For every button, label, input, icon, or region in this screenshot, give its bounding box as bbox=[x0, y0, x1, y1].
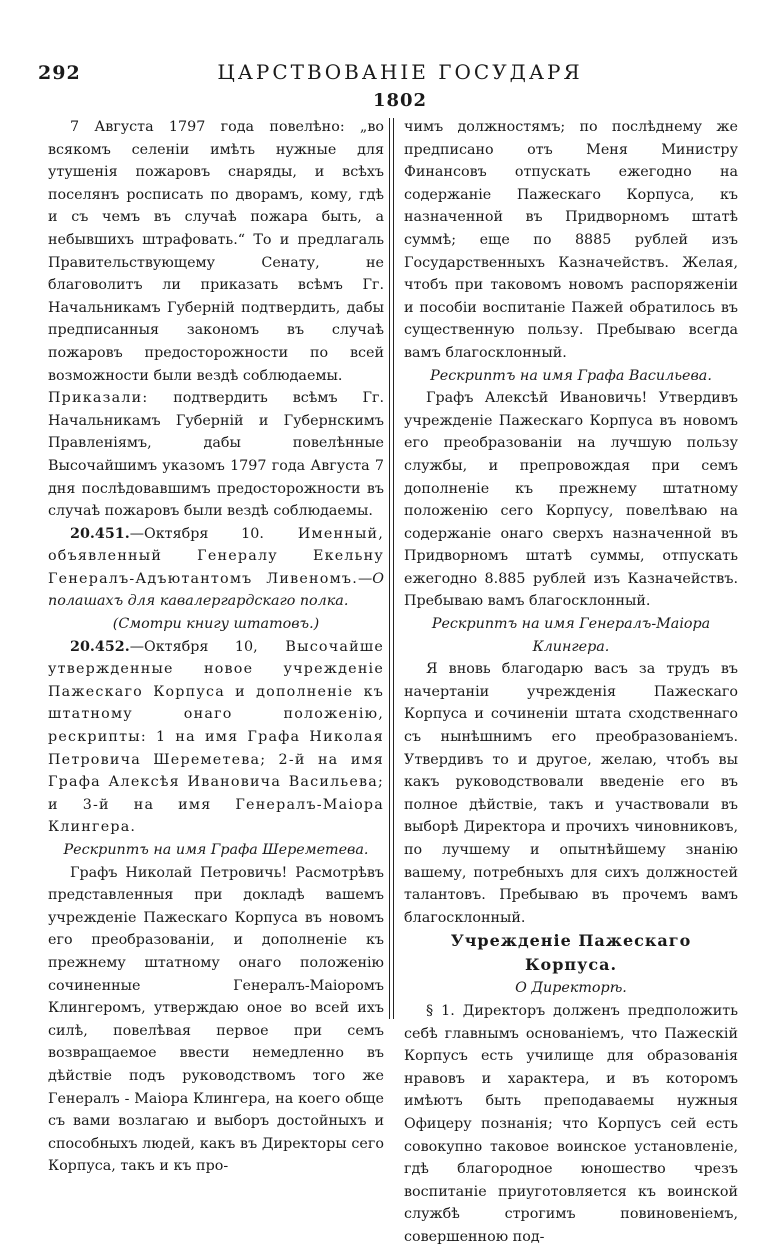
decision-label: Приказали: bbox=[48, 390, 149, 407]
entry-reference: (Смотри книгу штатовъ.) bbox=[112, 616, 320, 633]
left-column bbox=[48, 116, 384, 1178]
entry-text: Именный, объявленный Генералу Екельну Генералъ-Адъютантомъ Ливеномъ. bbox=[48, 525, 384, 587]
entry-number: 20.452. bbox=[70, 638, 130, 655]
paragraph: Я вновь благодарю васъ за трудъ въ начертаніи учрежденія Пажескаго Корпуса и сочиненіи штата сходственнаго съ нынѣшнимъ его преобразованіемъ. Утвердивъ то и другое, желаю, чтобъ вы какъ руководствовали введеніе его въ полное дѣйствіе, такъ и участвовали въ выборѣ Директора и прочихъ чиновниковъ, по лучшему и опытнѣйшему знанію вашему, потребныхъ для сихъ должностей талантовъ. Пребываю въ прочемъ вамъ благосклонный. bbox=[404, 661, 738, 926]
paragraph: 7 Августа 1797 года повелѣно: „во всякомъ селеніи имѣть нужные для утушенія пожаровъ снаряды, и всѣхъ поселянъ росписать по дворамъ, кому, гдѣ и съ чемъ въ случаѣ пожара быть, а небывшихъ штрафовать.“ То и предлагаль Правительствующему Сенату, не благоволитъ ли приказать всѣмъ Гг. Начальникамъ Губерній подтвердить, дабы предписанныя закономъ въ случаѣ пожаровъ предосторожности по всей возможности были вездѣ соблюдаемы. bbox=[48, 119, 384, 384]
entry-date: —Октября 10. bbox=[129, 525, 264, 542]
section-heading: Учрежденіе Пажескаго Корпуса. bbox=[450, 931, 692, 975]
paragraph-text: Директоръ долженъ предположить себѣ главнымъ основаніемъ, что Пажескій Корпусъ есть училище для образованія нравовъ и характера, и въ которомъ имѣютъ быть преподаваемы нужныя Офицеру познанія; что Корпусъ сей есть совокупно таковое воинское установленіе, гдѣ благородное юношество чрезъ воспитаніе приуготовляется къ воинской службѣ строгимъ повиновеніемъ, совершенною под- bbox=[404, 1002, 738, 1245]
entry-number: 20.451. bbox=[70, 525, 130, 542]
rescript-title: Рескриптъ на имя Графа Васильева. bbox=[430, 367, 712, 384]
paragraph bbox=[48, 387, 384, 523]
paragraph: Графъ Николай Петровичь! Расмотрѣвъ представленныя при докладѣ вашемъ учрежденіе Пажескаго Корпуса въ новомъ его преобразованіи, и дополненіе къ прежнему штатному онаго положенію сочиненные Генералъ-Маіоромъ Клингеромъ, утверждаю оное во всей ихъ силѣ, повелѣвая первое при семъ возвращаемое ввести немедленно въ дѣйствіе подъ руководствомъ того же Генералъ - Маіора Клингера, на коего обще съ вами возлагаю и выборъ достойныхъ и способныхъ людей, какъ въ Директоры сего Корпуса, такъ и къ про- bbox=[48, 864, 384, 1175]
entry-text: Высочайше утвержденные новое учрежденіе Пажескаго Корпуса и дополненіе къ штатному онаго положенію, рескрипты: 1 на имя Графа Николая Петровича Шереметева; 2-й на имя Графа Алексѣя Ивановича Васильева; и 3-й на имя Генералъ-Маіора Клингера. bbox=[48, 638, 384, 836]
entry-date: —Октября 10, bbox=[129, 638, 258, 655]
paragraph bbox=[404, 1000, 738, 1249]
paragraph: Графъ Алексѣй Ивановичь! Утвердивъ учрежденіе Пажескаго Корпуса въ новомъ его преобразованіи на лучшую пользу службы, и препровождая при семъ дополненіе къ прежнему штатному положенію сего Корпусу, повелѣваю на содержаніе онаго сверхъ назначенной въ Придворномъ штатѣ суммы, отпускать ежегодно 8.885 рублей изъ Казначействъ. Пребываю вамъ благосклонный. bbox=[404, 390, 738, 610]
decision-text: подтвердить всѣмъ Гг. Начальникамъ Губерній и Губернскимъ Правленіямъ, дабы повелѣнные Высочайшимъ указомъ 1797 года Августа 7 дня послѣдовавшимъ предосторожности въ случаѣ пожаровъ были вездѣ соблюдаемы. bbox=[48, 390, 384, 520]
entry bbox=[48, 636, 384, 839]
page-number: 292 bbox=[38, 62, 81, 84]
page-header bbox=[0, 58, 780, 88]
paragraph: чимъ должностямъ; по послѣднему же предписано отъ Меня Министру Финансовъ отпускать ежегодно на содержаніе Пажескаго Корпуса, къ назначенной въ Придворномъ штатѣ суммѣ; еще по 8885 рублей изъ Государственныхъ Казначействъ. Желая, чтобъ при таковомъ новомъ распоряженіи и пособіи воспитаніе Пажей обратилось въ существенную пользу. Пребываю всегда вамъ благосклонный. bbox=[404, 119, 738, 361]
entry-subject: —О полашахъ для кавалергардскаго полка. bbox=[48, 570, 384, 610]
running-title: ЦАРСТВОВАНІЕ ГОСУДАРЯ bbox=[217, 60, 583, 84]
rescript-title: Рескриптъ на имя Генералъ-Маіора Клингера. bbox=[431, 616, 711, 655]
right-column bbox=[404, 116, 738, 1249]
entry bbox=[48, 523, 384, 613]
section-subheading: О Директорѣ. bbox=[515, 980, 627, 997]
column-divider bbox=[393, 118, 394, 1019]
paragraph-number: § 1. bbox=[426, 1002, 455, 1019]
column-divider bbox=[389, 118, 390, 1019]
year-heading: 1802 bbox=[372, 90, 428, 111]
rescript-title: Рескриптъ на имя Графа Шереметева. bbox=[63, 842, 369, 858]
